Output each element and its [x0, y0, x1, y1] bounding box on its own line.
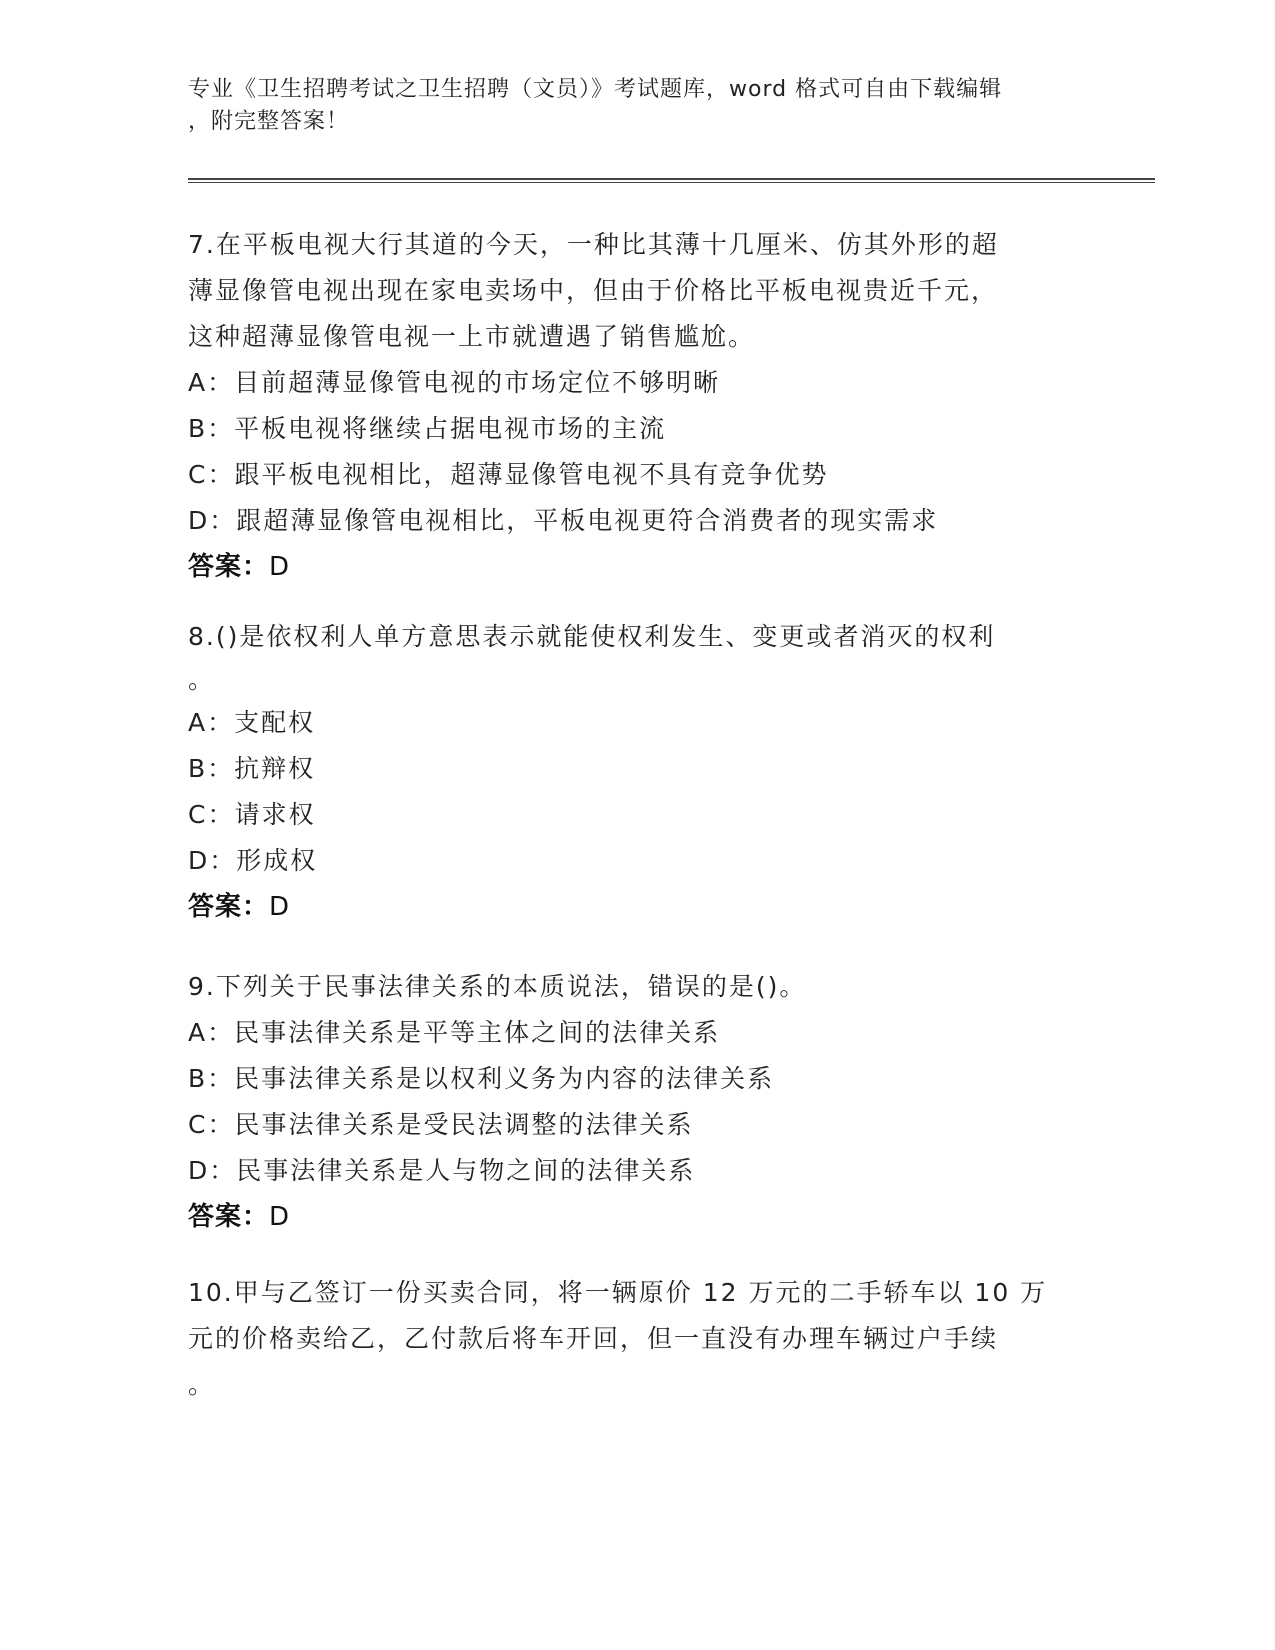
answer-value: D: [269, 892, 290, 922]
answer-label: 答案：: [188, 1202, 270, 1232]
stem-line: 8.()是依权利人单方意思表示就能使权利发生、变更或者消灭的权利: [188, 622, 996, 651]
stem-line: 这种超薄显像管电视一上市就遭遇了销售尴尬。: [188, 322, 756, 351]
stem-line: 元的价格卖给乙，乙付款后将车开回，但一直没有办理车辆过户手续: [188, 1324, 999, 1353]
answer-line: [188, 544, 1068, 590]
option-a: A：支配权: [188, 708, 316, 737]
option-b: B：平板电视将继续占据电视市场的主流: [188, 414, 667, 443]
answer-line: [188, 884, 1068, 930]
question-stem: [188, 222, 1068, 360]
page-header: [188, 74, 1068, 138]
header-line-2: ，附完整答案！: [188, 109, 350, 134]
option-c: C：请求权: [188, 800, 316, 829]
header-divider: [188, 178, 1155, 183]
question-stem: [188, 1270, 1068, 1408]
answer-value: D: [269, 1202, 290, 1232]
option-d: D：形成权: [188, 846, 318, 875]
answer-label: 答案：: [188, 552, 270, 582]
answer-label: 答案：: [188, 892, 270, 922]
stem-line: 。: [188, 665, 216, 694]
answer-value: D: [269, 552, 290, 582]
stem-line: 薄显像管电视出现在家电卖场中，但由于价格比平板电视贵近千元，: [188, 276, 999, 305]
header-line-1: 专业《卫生招聘考试之卫生招聘（文员）》考试题库，word 格式可自由下载编辑: [188, 77, 1003, 102]
option-c: C：跟平板电视相比，超薄显像管电视不具有竞争优势: [188, 460, 829, 489]
option-b: B：抗辩权: [188, 754, 316, 783]
option-a: A：民事法律关系是平等主体之间的法律关系: [188, 1018, 721, 1047]
option-d: D：跟超薄显像管电视相比，平板电视更符合消费者的现实需求: [188, 506, 939, 535]
question-stem: [188, 964, 1068, 1010]
answer-line: [188, 1194, 1068, 1240]
stem-line: 。: [188, 1370, 216, 1399]
question-7: [188, 222, 1068, 590]
option-c: C：民事法律关系是受民法调整的法律关系: [188, 1110, 694, 1139]
stem-line: 9.下列关于民事法律关系的本质说法，错误的是()。: [188, 972, 807, 1001]
question-10: [188, 1270, 1068, 1408]
question-9: [188, 964, 1068, 1240]
stem-line: 10.甲与乙签订一份买卖合同，将一辆原价 12 万元的二手轿车以 10 万: [188, 1278, 1048, 1307]
option-b: B：民事法律关系是以权利义务为内容的法律关系: [188, 1064, 775, 1093]
question-8: [188, 614, 1068, 930]
stem-line: 7.在平板电视大行其道的今天，一种比其薄十几厘米、仿其外形的超: [188, 230, 999, 259]
option-d: D：民事法律关系是人与物之间的法律关系: [188, 1156, 696, 1185]
question-stem: [188, 614, 1068, 700]
option-a: A：目前超薄显像管电视的市场定位不够明晰: [188, 368, 721, 397]
